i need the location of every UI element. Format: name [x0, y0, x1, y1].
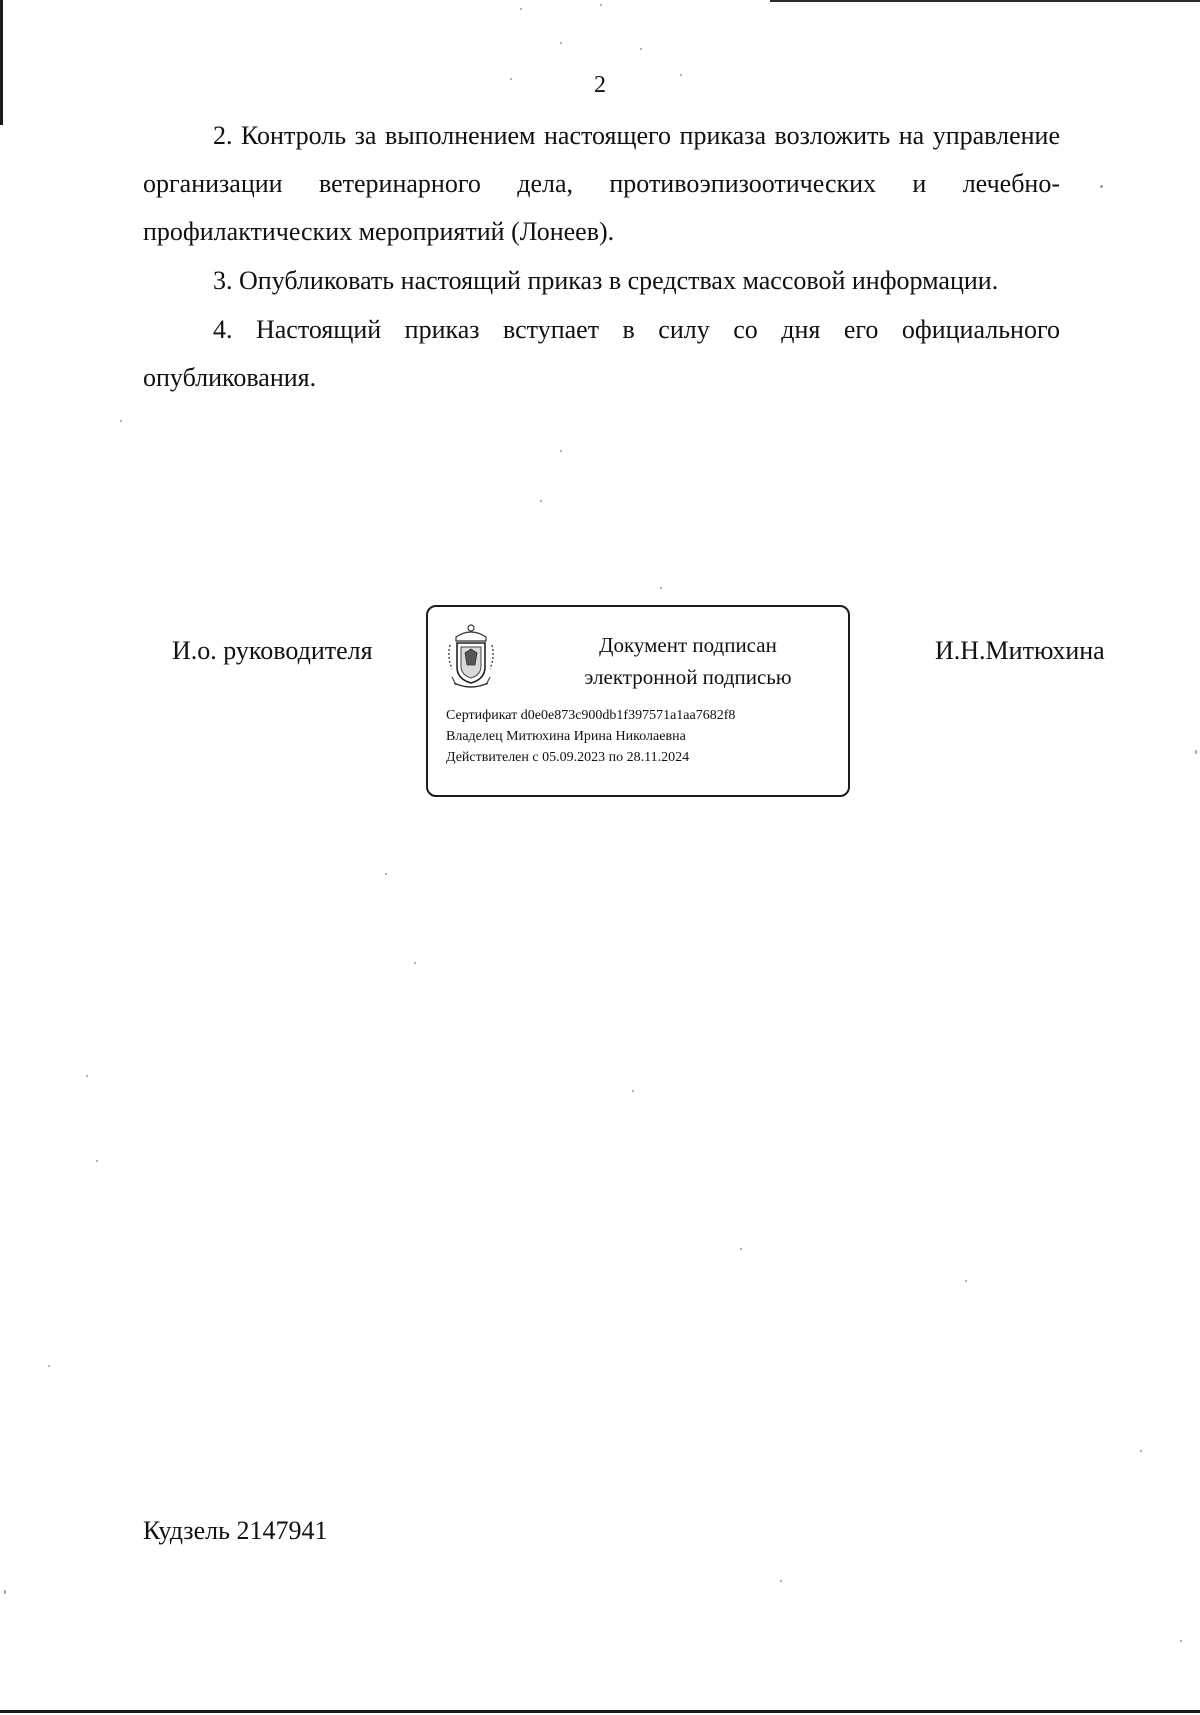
signatory-name: И.Н.Митюхина — [935, 636, 1105, 665]
paragraph-item-2: 2. Контроль за выполнением настоящего приказа возложить на управление организации ветеринарного дела, противоэпизоотических и лечебно-профилактических мероприятий (Лонеев). — [143, 121, 1060, 246]
scan-speck — [780, 1580, 782, 1582]
scan-speck — [414, 962, 416, 964]
scan-edge-left — [0, 0, 3, 125]
scan-speck — [1195, 750, 1197, 754]
scan-speck — [96, 1160, 98, 1162]
scan-speck — [632, 1090, 634, 1092]
order-body — [143, 112, 1060, 402]
coat-of-arms-icon — [446, 623, 496, 691]
scan-edge-bottom — [0, 1710, 1200, 1713]
scan-speck — [1180, 1640, 1182, 1642]
scan-speck — [540, 500, 542, 502]
owner-line: Владелец Митюхина Ирина Николаевна — [446, 729, 686, 744]
scan-speck — [600, 4, 602, 6]
scan-speck — [640, 48, 642, 50]
validity-line: Действителен с 05.09.2023 по 28.11.2024 — [446, 750, 690, 765]
scan-speck — [680, 74, 682, 76]
scan-speck — [965, 1280, 967, 1282]
certificate-line: Сертификат d0e0e873c900db1f397571a1aa7682f8 — [446, 708, 736, 723]
scan-edge-top — [770, 0, 1200, 2]
scan-speck — [86, 1075, 88, 1077]
page-number: 2 — [594, 72, 606, 98]
electronic-signature-stamp — [426, 605, 850, 797]
stamp-details — [446, 705, 735, 768]
scan-speck — [560, 450, 562, 452]
executor-info: Кудзель 2147941 — [143, 1516, 328, 1545]
stamp-heading-line: Документ подписан — [599, 633, 777, 657]
scan-speck — [1140, 1450, 1142, 1452]
scan-speck — [560, 42, 562, 44]
signatory-position: И.о. руководителя — [172, 636, 373, 665]
scan-speck — [740, 1248, 742, 1250]
scan-speck — [120, 420, 122, 422]
paragraph-item-3: 3. Опубликовать настоящий приказ в средствах массовой информации. — [213, 266, 999, 295]
scan-speck — [48, 1365, 50, 1367]
stamp-heading — [548, 629, 828, 693]
scan-speck — [385, 873, 387, 875]
scan-speck — [660, 587, 662, 589]
scan-speck — [4, 1590, 6, 1594]
scan-speck — [520, 8, 522, 10]
scan-speck — [1100, 185, 1103, 188]
paragraph-item-4: 4. Настоящий приказ вступает в силу со дня его официального опубликования. — [143, 315, 1060, 392]
scan-speck — [510, 78, 512, 80]
stamp-heading-line: электронной подписью — [584, 665, 792, 689]
